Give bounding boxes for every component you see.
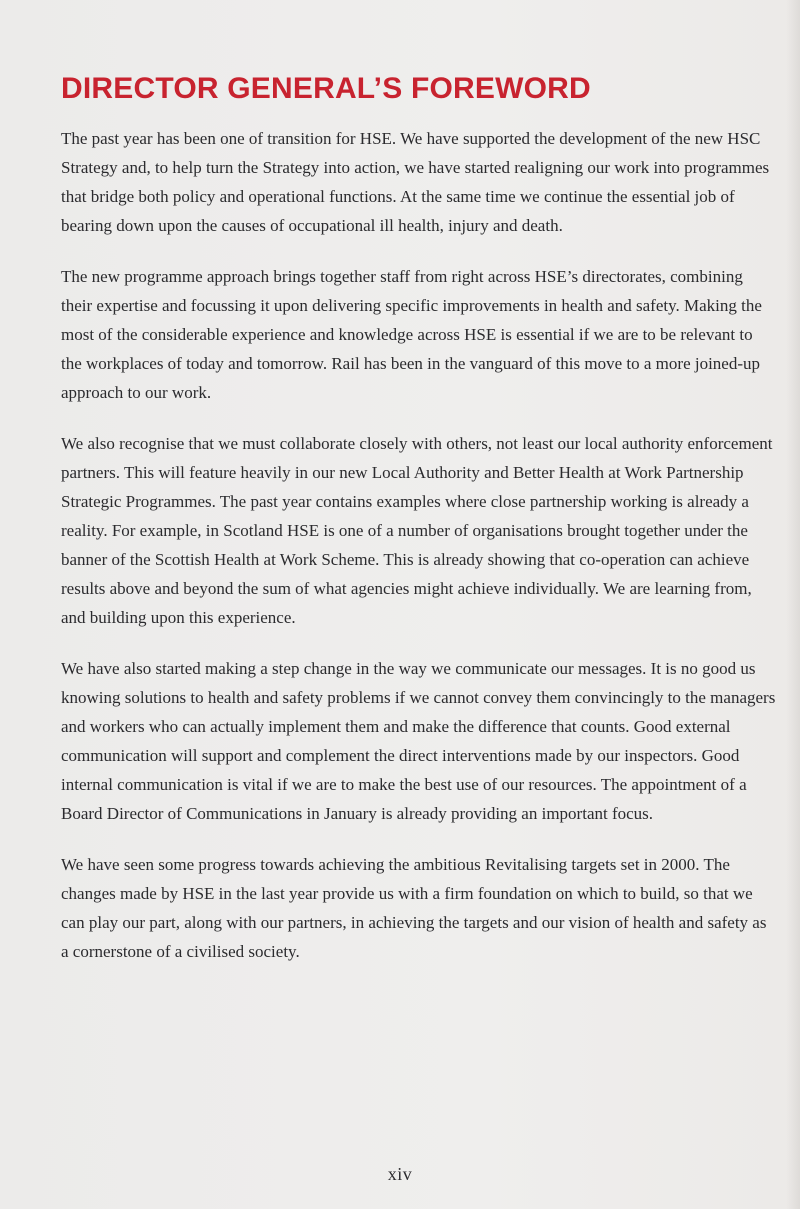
foreword-body xyxy=(61,124,777,988)
page-number: xiv xyxy=(387,1164,413,1184)
paragraph-2: The new programme approach brings together staff from right across HSE’s directorates, combining their expertise and focussing it upon delivering specific improvements in health and safety. Making the most of the considerable experience and knowledge across HSE is essential if we are to be relevant to the workplaces of today and tomorrow. Rail has been in the vanguard of this move to a more joined-up approach to our work. xyxy=(61,267,762,402)
paragraph-3: We also recognise that we must collaborate closely with others, not least our local authority enforcement partners. This will feature heavily in our new Local Authority and Better Health at Work Partnership Strategic Programmes. The past year contains examples where close partnership working is already a reality. For example, in Scotland HSE is one of a number of organisations brought together under the banner of the Scottish Health at Work Scheme. This is already showing that co-operation can achieve results above and beyond the sum of what agencies might achieve individually. We are learning from, and building upon this experience. xyxy=(61,434,773,627)
paragraph-1: The past year has been one of transition for HSE. We have supported the development of the new HSC Strategy and, to help turn the Strategy into action, we have started realigning our work into programmes that bridge both policy and operational functions. At the same time we continue the essential job of bearing down upon the causes of occupational ill health, injury and death. xyxy=(61,129,770,235)
page-edge-shadow xyxy=(786,0,800,1209)
page-title: DIRECTOR GENERAL’S FOREWORD xyxy=(61,72,591,105)
paragraph-5: We have seen some progress towards achieving the ambitious Revitalising targets set in 2000. The changes made by HSE in the last year provide us with a firm foundation on which to build, so that we can play our part, along with our partners, in achieving the targets and our vision of health and safety as a cornerstone of a civilised society. xyxy=(61,855,767,961)
paragraph-4: We have also started making a step change in the way we communicate our messages. It is no good us knowing solutions to health and safety problems if we cannot convey them convincingly to the managers and workers who can actually implement them and make the difference that counts. Good external communication will support and complement the direct interventions made by our inspectors. Good internal communication is vital if we are to make the best use of our resources. The appointment of a Board Director of Communications in January is already providing an important focus. xyxy=(61,659,776,823)
